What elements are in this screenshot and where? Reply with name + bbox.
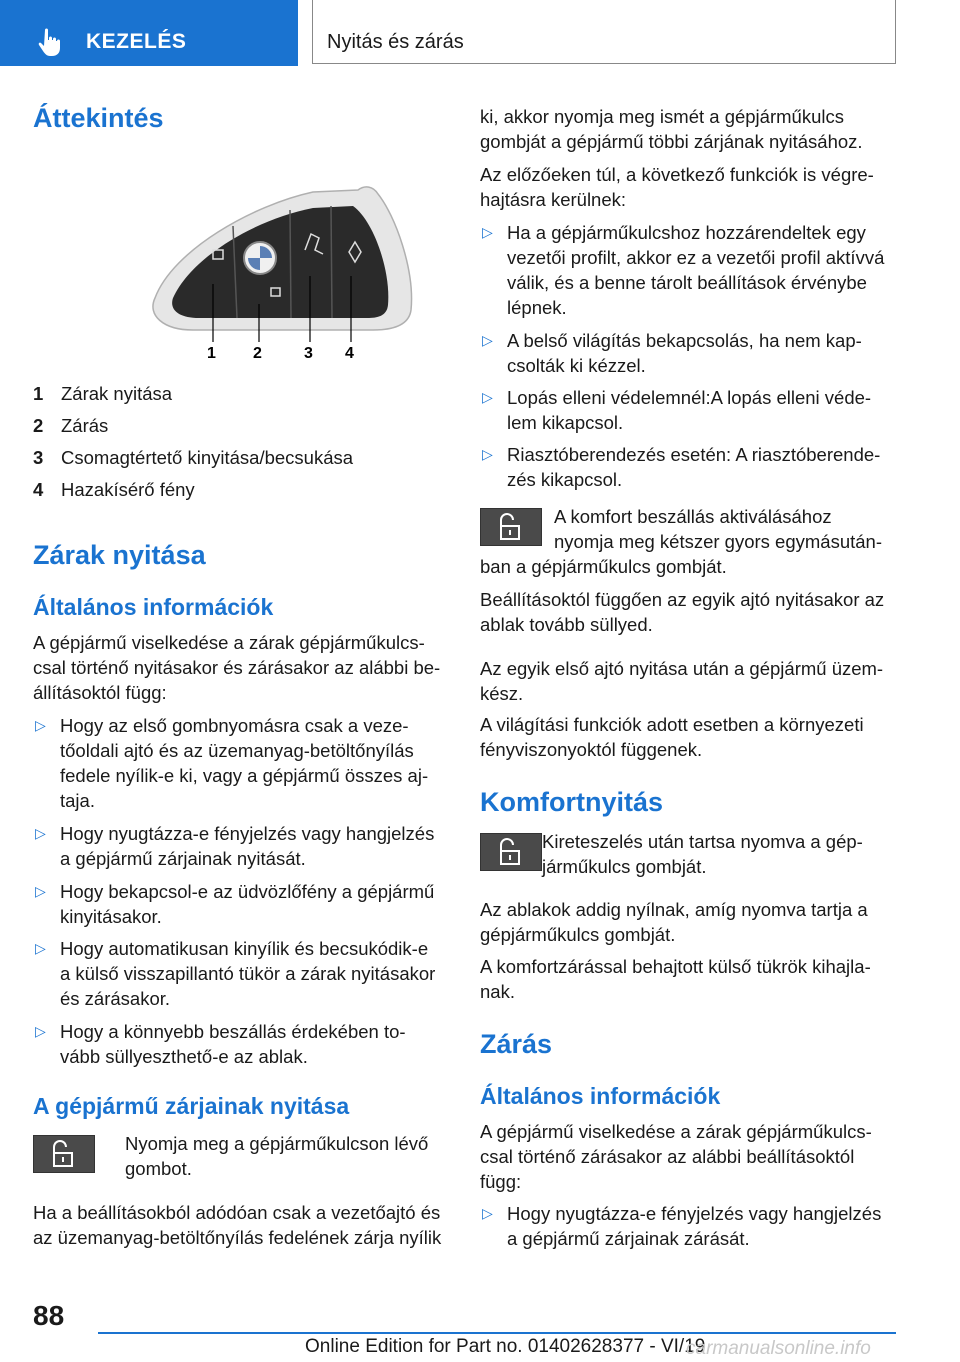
section-tab[interactable] xyxy=(0,0,298,66)
callout-3: 3 xyxy=(304,345,313,362)
general-paragraph: A gépjármű viselkedése a zárak gépjárműkulcs- csal történő nyitásakor és zárásakor az alábbi be- állításoktól függ: xyxy=(33,632,441,703)
legend-item: 2 Zárás xyxy=(33,415,109,436)
legend-item: 3 Csomagtértető kinyitása/becsukása xyxy=(33,447,354,468)
unlock-button-icon xyxy=(33,1135,95,1173)
vehicle-icon-text: Nyomja meg a gépjárműkulcson lévő gombot. xyxy=(125,1133,429,1179)
comfort-open-heading: Komfortnyitás xyxy=(480,787,664,817)
edition-note: Online Edition for Part no. 01402628377 - VI/19 xyxy=(305,1336,706,1357)
close-general-heading: Általános információk xyxy=(480,1083,721,1109)
front-door-paragraph: Az egyik első ajtó nyitása után a gépjármű üzem- kész. xyxy=(480,658,884,704)
watermark: carmanualsonline.info xyxy=(686,1338,871,1359)
triangle-bullet-icon: ▷ xyxy=(482,389,493,405)
footer-rule xyxy=(98,1332,896,1334)
triangle-bullet-icon: ▷ xyxy=(35,825,46,841)
open-locks-heading: Zárak nyitása xyxy=(33,540,206,570)
close-paragraph: A gépjármű viselkedése a zárak gépjárműkulcs- csal történő zárásakor az alábbi beállításoktól függ: xyxy=(480,1121,872,1192)
triangle-bullet-icon: ▷ xyxy=(35,717,46,733)
page-header xyxy=(0,0,960,66)
triangle-bullet-icon: ▷ xyxy=(482,446,493,462)
legend-item: 1 Zárak nyitása xyxy=(33,383,173,404)
unlock-button-icon xyxy=(480,508,542,546)
vehicle-paragraph: Ha a beállításokból adódóan csak a vezetőajtó és az üzemanyag-betöltőnyílás fedelének zárja nyílik xyxy=(33,1202,442,1248)
page-number: 88 xyxy=(33,1300,65,1331)
settings-paragraph: Beállításoktól függően az egyik ajtó nyitásakor az ablak tovább süllyed. xyxy=(480,589,885,635)
legend-item: 4 Hazakísérő fény xyxy=(33,479,195,500)
button-divider xyxy=(331,206,332,318)
unlock-button-icon xyxy=(480,833,542,871)
light-paragraph: A világítási funkciók adott esetben a környezeti fényviszonyoktól függenek. xyxy=(480,714,864,760)
triangle-bullet-icon: ▷ xyxy=(482,332,493,348)
section-tab-label: KEZELÉS xyxy=(86,30,187,53)
button-divider xyxy=(290,210,291,318)
hand-pointer-icon xyxy=(34,26,66,58)
continuation-paragraph: ki, akkor nyomja meg ismét a gépjárműkulcs gombját a gépjármű többi zárjának nyitásához. xyxy=(480,106,863,152)
triangle-bullet-icon: ▷ xyxy=(35,1023,46,1039)
comfort-open-icon-text: Kireteszelés után tartsa nyomva a gép- járműkulcs gombját. xyxy=(542,831,863,877)
triangle-bullet-icon: ▷ xyxy=(35,940,46,956)
triangle-bullet-icon: ▷ xyxy=(35,883,46,899)
comfort-icon-text: A komfort beszállás aktiválásához nyomja meg kétszer gyors egymásután- xyxy=(554,506,882,552)
header-title-box xyxy=(312,0,896,64)
key-fob-figure xyxy=(133,180,415,362)
mirrors-paragraph: A komfortzárással behajtott külső tükrök kihajla- nak. xyxy=(480,956,871,1002)
triangle-bullet-icon: ▷ xyxy=(482,1205,493,1221)
general-info-heading: Általános információk xyxy=(33,594,274,620)
callout-2: 2 xyxy=(253,345,262,362)
callout-4: 4 xyxy=(345,345,354,362)
callout-1: 1 xyxy=(207,345,216,362)
triangle-bullet-icon: ▷ xyxy=(482,224,493,240)
comfort-tail: ban a gépjárműkulcs gombját. xyxy=(480,556,727,577)
also-paragraph: Az előzőeken túl, a következő funkciók is végre- hajtásra kerülnek: xyxy=(480,164,874,210)
overview-heading: Áttekintés xyxy=(33,103,164,133)
windows-paragraph: Az ablakok addig nyílnak, amíg nyomva tartja a gépjárműkulcs gombját. xyxy=(480,899,868,945)
close-heading: Zárás xyxy=(480,1029,553,1059)
chapter-title: Nyitás és zárás xyxy=(327,31,464,53)
vehicle-open-heading: A gépjármű zárjainak nyitása xyxy=(33,1093,350,1119)
